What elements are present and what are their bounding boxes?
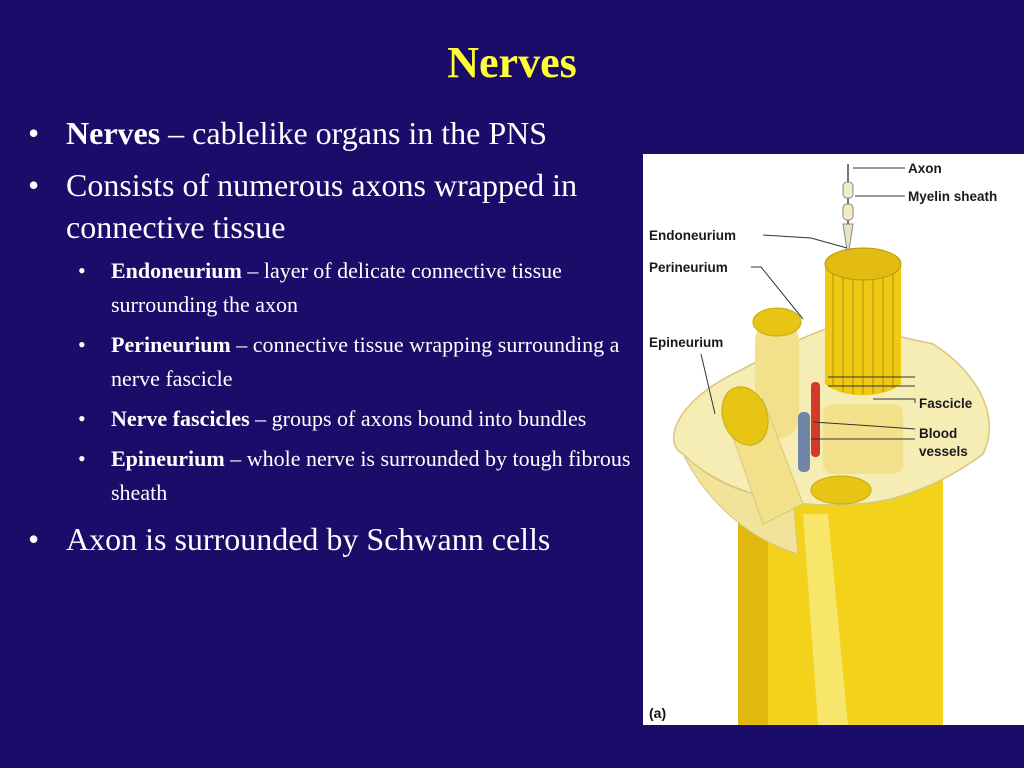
slide-title: Nerves [447, 38, 577, 87]
figure-tag: (a) [649, 705, 667, 721]
axon-bundle [825, 248, 901, 395]
bullet-consists [28, 164, 628, 248]
bullet-list [28, 112, 631, 570]
sub-bullet-term: Nerve fascicles [111, 406, 250, 431]
nerve-anatomy-figure [643, 154, 1024, 725]
bullet-term: Nerves [66, 115, 161, 151]
sub-bullet-term: Endoneurium [111, 258, 242, 283]
bullet-text: – cablelike organs in the PNS [160, 115, 548, 151]
label-fascicle: Fascicle [919, 396, 973, 411]
vein [798, 412, 810, 472]
bullet-dot: • [78, 332, 86, 357]
label-endoneurium: Endoneurium [649, 228, 736, 243]
label-perineurium: Perineurium [649, 260, 728, 275]
sub-bullet-fascicles [78, 402, 631, 436]
bullet-dot: • [28, 167, 40, 203]
bullet-dot: • [28, 521, 40, 557]
endoneurium-taper [843, 224, 853, 250]
sub-bullet-endoneurium [78, 254, 631, 322]
sub-bullet-perineurium [78, 328, 631, 396]
bullet-schwann [28, 518, 628, 560]
sub-bullet-term: Perineurium [111, 332, 231, 357]
label-myelin-sheath: Myelin sheath [908, 189, 998, 204]
sub-bullet-text: – groups of axons bound into bundles [249, 406, 587, 431]
bullet-dot: • [78, 406, 86, 431]
bullet-text: Axon is surrounded by Schwann cells [66, 521, 551, 557]
bullet-nerves [28, 112, 628, 154]
label-blood-vessels: Blood [919, 426, 958, 441]
bullet-dot: • [78, 446, 86, 471]
nerve-illustration [643, 154, 1024, 725]
label-blood-vessels-line2: vessels [919, 444, 968, 459]
bullet-text: Consists of numerous axons wrapped in connective tissue [66, 167, 578, 245]
sub-bullet-term: Epineurium [111, 446, 225, 471]
myelin-sheath-segment [843, 182, 853, 198]
sub-bullet-text: – whole nerve is surrounded by tough fibrous sheath [111, 446, 631, 505]
label-axon: Axon [908, 161, 942, 176]
bullet-dot: • [28, 115, 40, 151]
bullet-dot: • [78, 258, 86, 283]
fascicle-small [811, 476, 871, 504]
myelin-sheath-segment [843, 204, 853, 220]
sub-bullet-text: – connective tissue wrapping surrounding a nerve fascicle [111, 332, 620, 391]
label-epineurium: Epineurium [649, 335, 724, 350]
sub-bullet-text: – layer of delicate connective tissue surrounding the axon [111, 258, 562, 317]
sub-bullet-epineurium [78, 442, 631, 510]
artery [811, 382, 820, 457]
sub-bullet-list [28, 254, 631, 510]
